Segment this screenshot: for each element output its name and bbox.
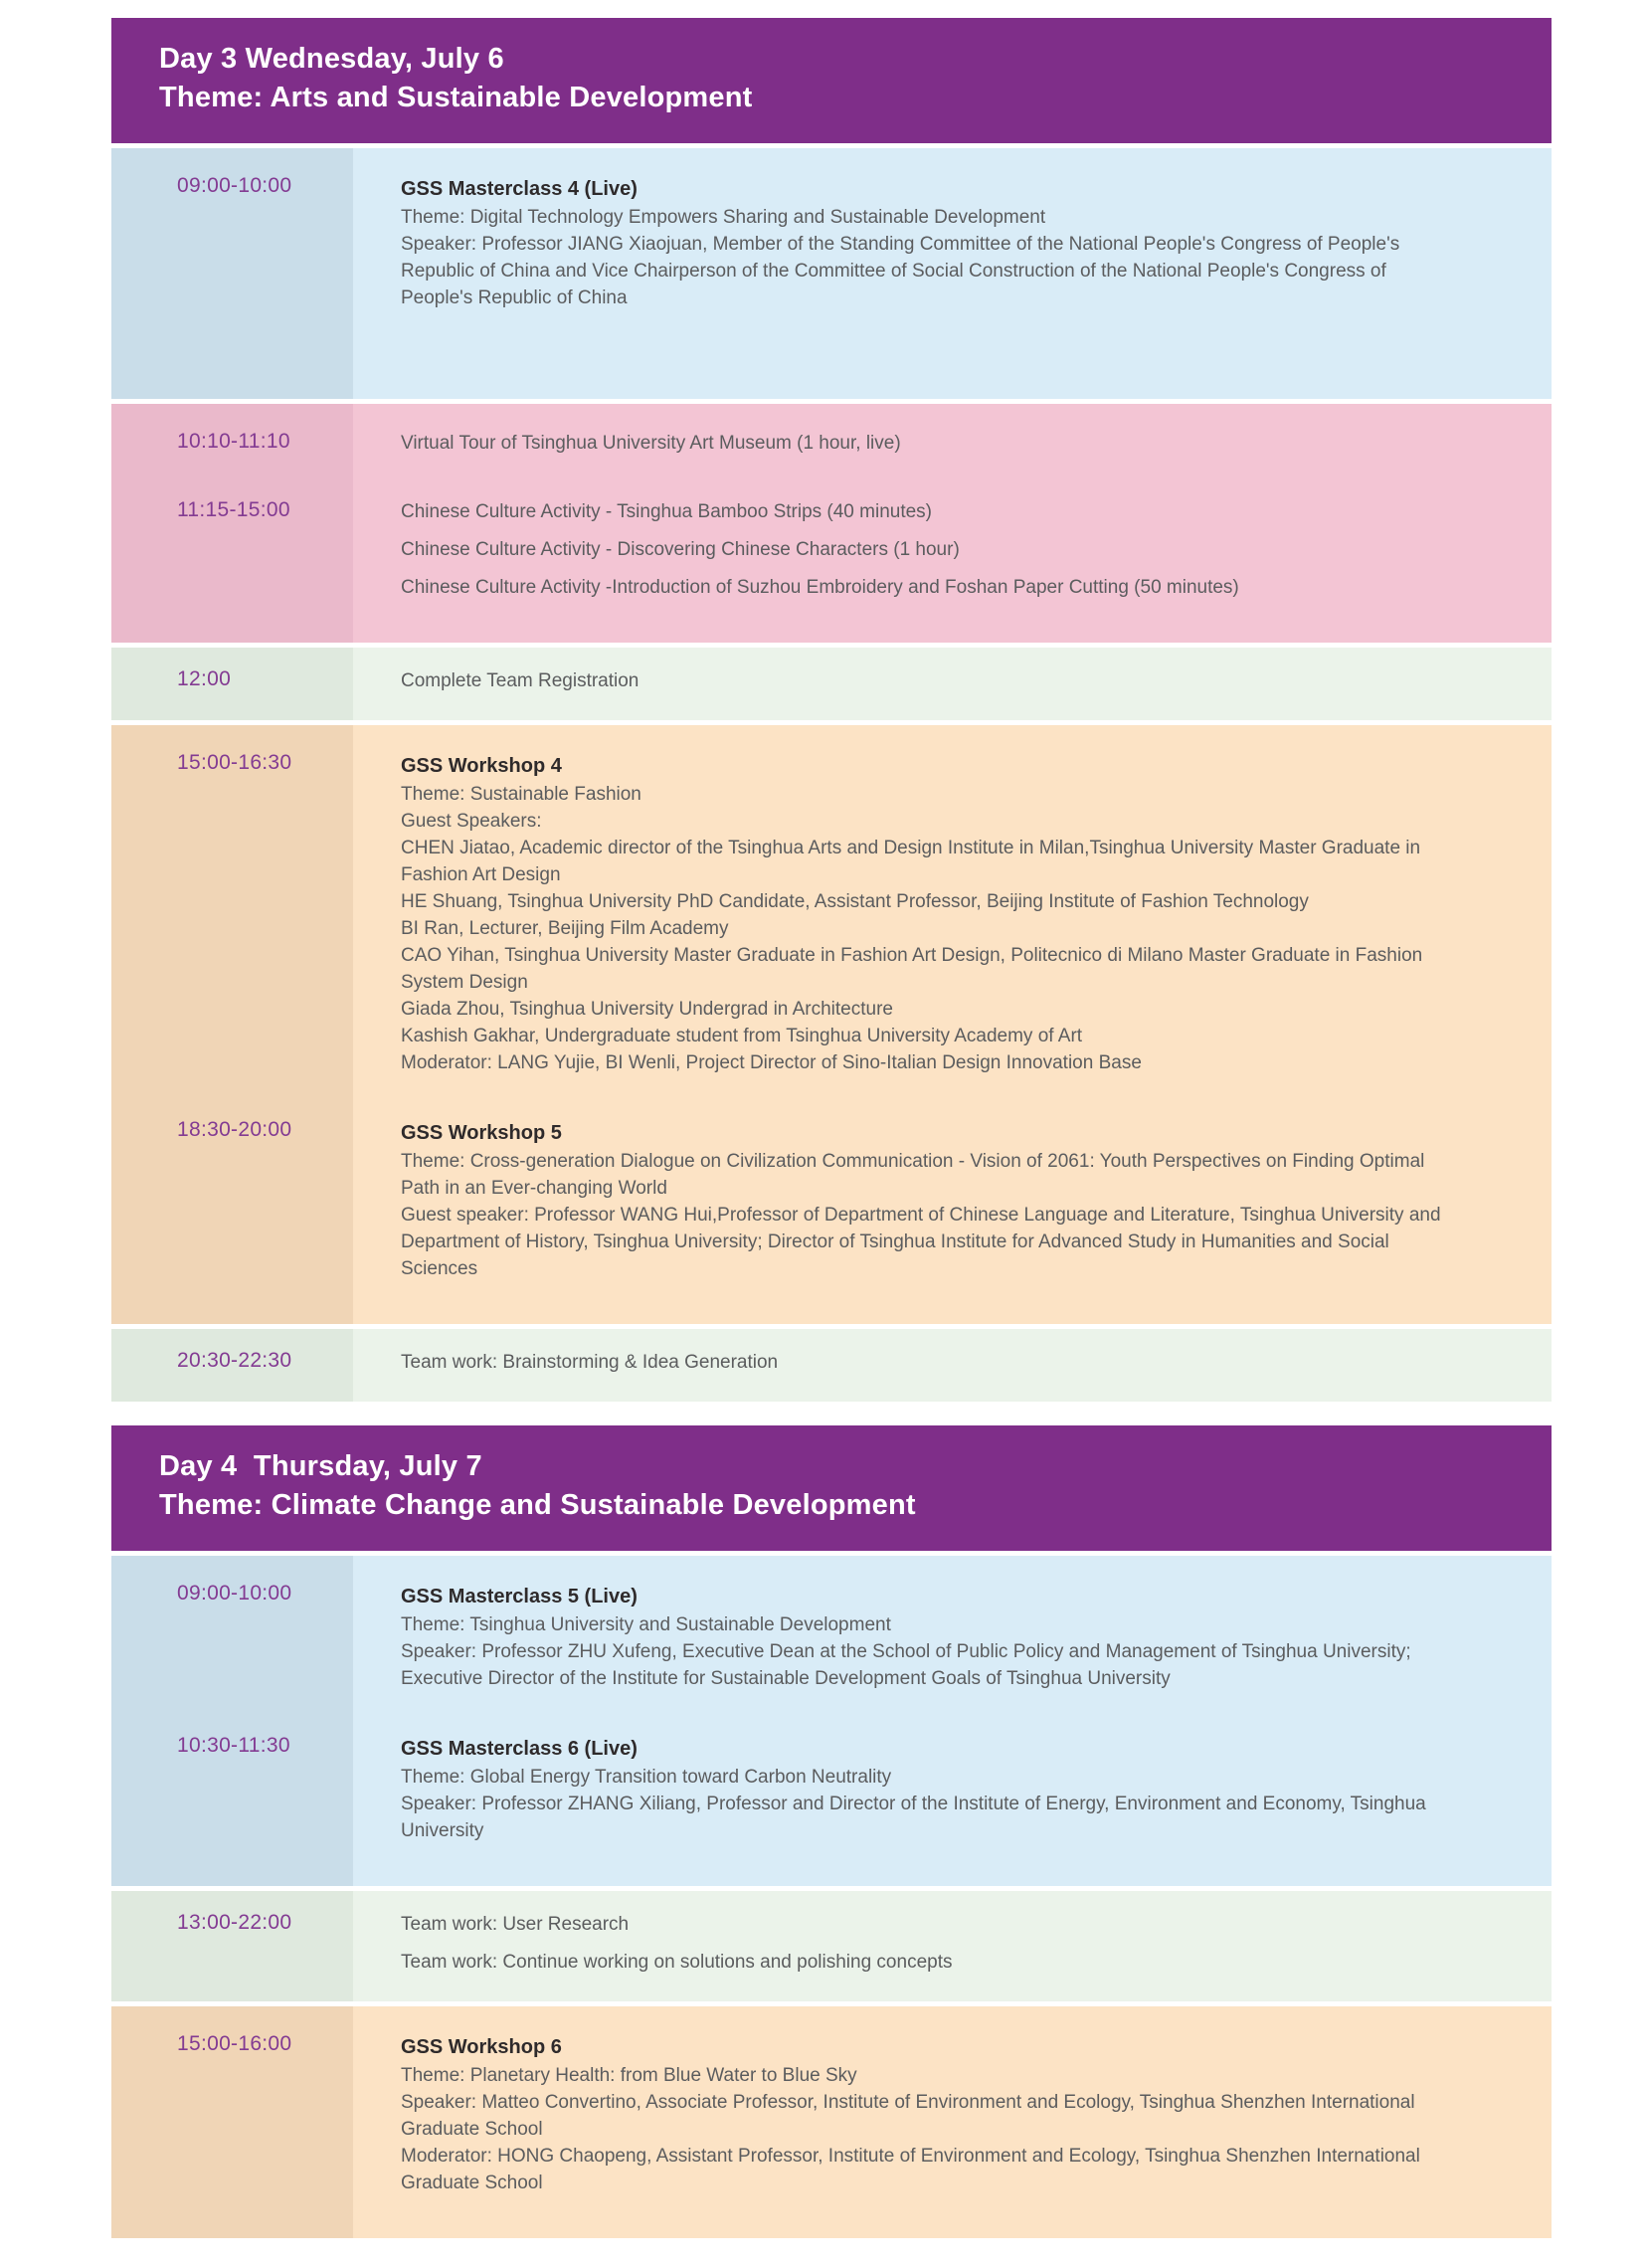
day-title: Day 3 Wednesday, July 6 — [159, 43, 504, 75]
conference-schedule — [111, 18, 1552, 2238]
session-detail-line: Speaker: Professor ZHU Xufeng, Executive Dean at the School of Public Policy and Management of Tsinghua University; Executive Director of the Institute for Sustainable Development Goals of Tsinghua University — [401, 1641, 1411, 1689]
session-detail-line: Guest Speakers: — [401, 811, 542, 832]
day-4-header — [111, 1425, 1552, 1551]
session-content — [353, 1076, 1552, 1324]
session-block — [111, 404, 1552, 457]
session-detail-line: Team work: Continue working on solutions and polishing concepts — [401, 1952, 953, 1973]
day-theme: Theme: Arts and Sustainable Development — [159, 82, 753, 113]
session-title: GSS Workshop 5 — [401, 1122, 562, 1144]
schedule-row-workshops-4-5 — [111, 725, 1552, 1324]
schedule-row-teamwork-research — [111, 1891, 1552, 2001]
time-label: 18:30-20:00 — [177, 1118, 292, 1141]
time-label: 10:30-11:30 — [177, 1734, 290, 1757]
session-detail-line: Guest speaker: Professor WANG Hui,Professor of Department of Chinese Language and Literature, Tsinghua University and Department of History, Tsinghua University; Director of Tsinghua Institute for Advanced Study in Humanities and Social Sciences — [401, 1205, 1441, 1279]
session-content — [353, 457, 1552, 643]
session-detail-line: Virtual Tour of Tsinghua University Art Museum (1 hour, live) — [401, 433, 901, 454]
time-label: 10:10-11:10 — [177, 430, 290, 453]
time-cell — [111, 648, 353, 720]
time-cell — [111, 1556, 353, 1692]
session-detail-line: Moderator: LANG Yujie, BI Wenli, Project Director of Sino-Italian Design Innovation Base — [401, 1052, 1142, 1073]
time-label: 11:15-15:00 — [177, 498, 290, 521]
day-4-section — [111, 1425, 1552, 2238]
session-content — [353, 725, 1552, 1076]
day-3-header — [111, 18, 1552, 143]
schedule-row-masterclasses-5-6 — [111, 1556, 1552, 1886]
session-detail-line: BI Ran, Lecturer, Beijing Film Academy — [401, 918, 729, 939]
session-detail-line: Chinese Culture Activity - Tsinghua Bamboo Strips (40 minutes) — [401, 501, 933, 522]
time-cell — [111, 1692, 353, 1886]
session-detail-line: Team work: Brainstorming & Idea Generation — [401, 1352, 779, 1373]
session-block — [111, 1891, 1552, 2001]
time-cell — [111, 148, 353, 399]
session-detail-line: Giada Zhou, Tsinghua University Undergrad in Architecture — [401, 999, 893, 1020]
session-detail-line: CHEN Jiatao, Academic director of the Tsinghua Arts and Design Institute in Milan,Tsinghua University Master Graduate in Fashion Art Design — [401, 838, 1421, 885]
time-cell — [111, 1329, 353, 1402]
session-block — [111, 457, 1552, 643]
time-cell — [111, 2006, 353, 2238]
time-cell — [111, 1891, 353, 2001]
session-detail-line: Theme: Sustainable Fashion — [401, 784, 641, 805]
schedule-row-workshop-6 — [111, 2006, 1552, 2238]
time-cell — [111, 1076, 353, 1324]
session-detail-line: Speaker: Matteo Convertino, Associate Professor, Institute of Environment and Ecology, Tsinghua Shenzhen International Graduate School — [401, 2092, 1415, 2140]
session-detail-line: Speaker: Professor JIANG Xiaojuan, Member of the Standing Committee of the National People's Congress of People's Republic of China and Vice Chairperson of the Committee of Social Construction of the National People's Congress of People's Republic of China — [401, 234, 1400, 308]
session-detail-line: Theme: Planetary Health: from Blue Water to Blue Sky — [401, 2065, 857, 2086]
schedule-row-teamwork-brainstorming — [111, 1329, 1552, 1402]
time-cell — [111, 725, 353, 1076]
schedule-row-masterclass-4 — [111, 148, 1552, 399]
session-detail-line: Theme: Tsinghua University and Sustainable Development — [401, 1614, 891, 1635]
session-detail-line: Theme: Cross-generation Dialogue on Civilization Communication - Vision of 2061: Youth Perspectives on Finding Optimal Path in an Ever-changing World — [401, 1151, 1425, 1199]
session-block — [111, 725, 1552, 1076]
session-content — [353, 648, 1552, 720]
session-detail-line: Team work: User Research — [401, 1914, 630, 1935]
time-cell — [111, 457, 353, 643]
schedule-row-culture-activities — [111, 404, 1552, 643]
session-content — [353, 1891, 1552, 2001]
session-title: GSS Workshop 4 — [401, 755, 562, 777]
session-content — [353, 1556, 1552, 1692]
session-title: GSS Masterclass 5 (Live) — [401, 1586, 638, 1607]
session-block — [111, 1692, 1552, 1886]
time-label: 09:00-10:00 — [177, 1582, 292, 1605]
schedule-row-registration — [111, 648, 1552, 720]
session-content — [353, 2006, 1552, 2238]
session-detail-line: Theme: Digital Technology Empowers Sharing and Sustainable Development — [401, 207, 1046, 228]
session-detail-line: Moderator: HONG Chaopeng, Assistant Professor, Institute of Environment and Ecology, Tsinghua Shenzhen International Graduate School — [401, 2146, 1420, 2193]
session-detail-line: Theme: Global Energy Transition toward Carbon Neutrality — [401, 1767, 892, 1788]
time-label: 12:00 — [177, 667, 232, 690]
session-detail-line: Complete Team Registration — [401, 670, 640, 691]
session-block — [111, 1329, 1552, 1402]
session-title: GSS Workshop 6 — [401, 2036, 562, 2058]
day-theme: Theme: Climate Change and Sustainable Development — [159, 1489, 916, 1521]
time-label: 13:00-22:00 — [177, 1911, 292, 1934]
session-detail-line: CAO Yihan, Tsinghua University Master Graduate in Fashion Art Design, Politecnico di Milano Master Graduate in Fashion System Design — [401, 945, 1423, 993]
time-cell — [111, 404, 353, 457]
session-block — [111, 1076, 1552, 1324]
session-block — [111, 148, 1552, 399]
day-title: Day 4 Thursday, July 7 — [159, 1450, 482, 1482]
session-content — [353, 1692, 1552, 1886]
time-label: 09:00-10:00 — [177, 174, 292, 197]
session-detail-line: Speaker: Professor ZHANG Xiliang, Professor and Director of the Institute of Energy, Environment and Economy, Tsinghua University — [401, 1794, 1426, 1841]
session-block — [111, 2006, 1552, 2238]
session-block — [111, 648, 1552, 720]
session-detail-line: Kashish Gakhar, Undergraduate student from Tsinghua University Academy of Art — [401, 1026, 1083, 1046]
session-content — [353, 1329, 1552, 1402]
day-3-section — [111, 18, 1552, 1402]
session-title: GSS Masterclass 6 (Live) — [401, 1738, 638, 1760]
session-block — [111, 1556, 1552, 1692]
time-label: 15:00-16:00 — [177, 2032, 292, 2055]
session-content — [353, 148, 1552, 399]
session-detail-line: Chinese Culture Activity -Introduction of Suzhou Embroidery and Foshan Paper Cutting (50 minutes) — [401, 577, 1239, 598]
session-detail-line: Chinese Culture Activity - Discovering Chinese Characters (1 hour) — [401, 539, 960, 560]
session-content — [353, 404, 1552, 457]
session-detail-line: HE Shuang, Tsinghua University PhD Candidate, Assistant Professor, Beijing Institute of Fashion Technology — [401, 891, 1309, 912]
time-label: 15:00-16:30 — [177, 751, 292, 774]
session-title: GSS Masterclass 4 (Live) — [401, 178, 638, 200]
time-label: 20:30-22:30 — [177, 1349, 292, 1372]
